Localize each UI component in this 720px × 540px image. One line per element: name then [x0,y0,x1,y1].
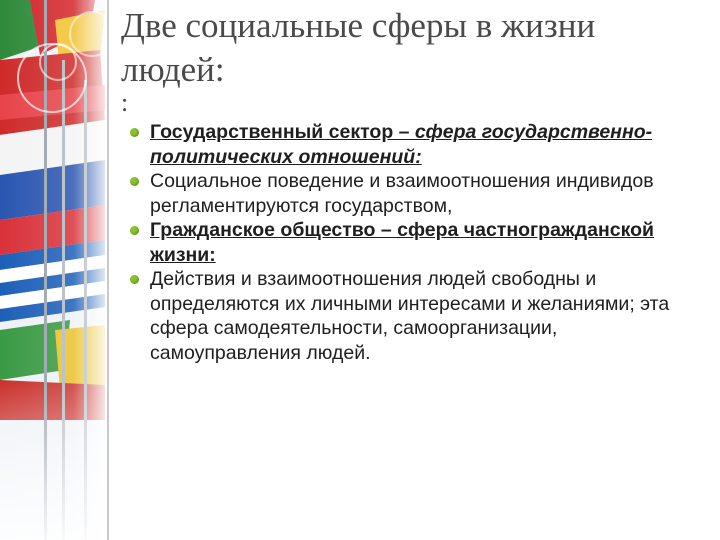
bullet-dot-icon [130,177,139,186]
bullet-text: Действия и взаимоотношения людей свободны и определяются их личными интересами и желаниями; эта сфера самодеятельности, самоорганизации, самоуправления людей. [150,268,670,364]
bullet-lead: Государственный сектор – [150,121,415,143]
bullet-text: Социальное поведение и взаимоотношения индивидов регламентируются государством, [150,170,654,217]
bullet-dot-icon [130,275,139,284]
flags-image [0,0,105,540]
bullet-item [130,169,690,218]
bullet-dot-icon [130,226,139,235]
slide-title: Две социальные сферы в жизни людей: [121,6,596,89]
bullet-emphasis: сфера государственно-политических отношений: [150,121,653,168]
bullet-item [130,218,690,267]
bullet-item [130,267,690,365]
bullet-list [130,120,690,365]
bullet-heading-text [150,219,654,266]
bullet-heading-text [150,121,652,168]
bullet-dot-icon [130,128,139,137]
title-colon: : [121,88,129,117]
bullet-lead: Гражданское общество – сфера частногражданской жизни: [150,219,655,266]
vertical-divider [107,0,109,540]
bullet-item [130,120,690,169]
